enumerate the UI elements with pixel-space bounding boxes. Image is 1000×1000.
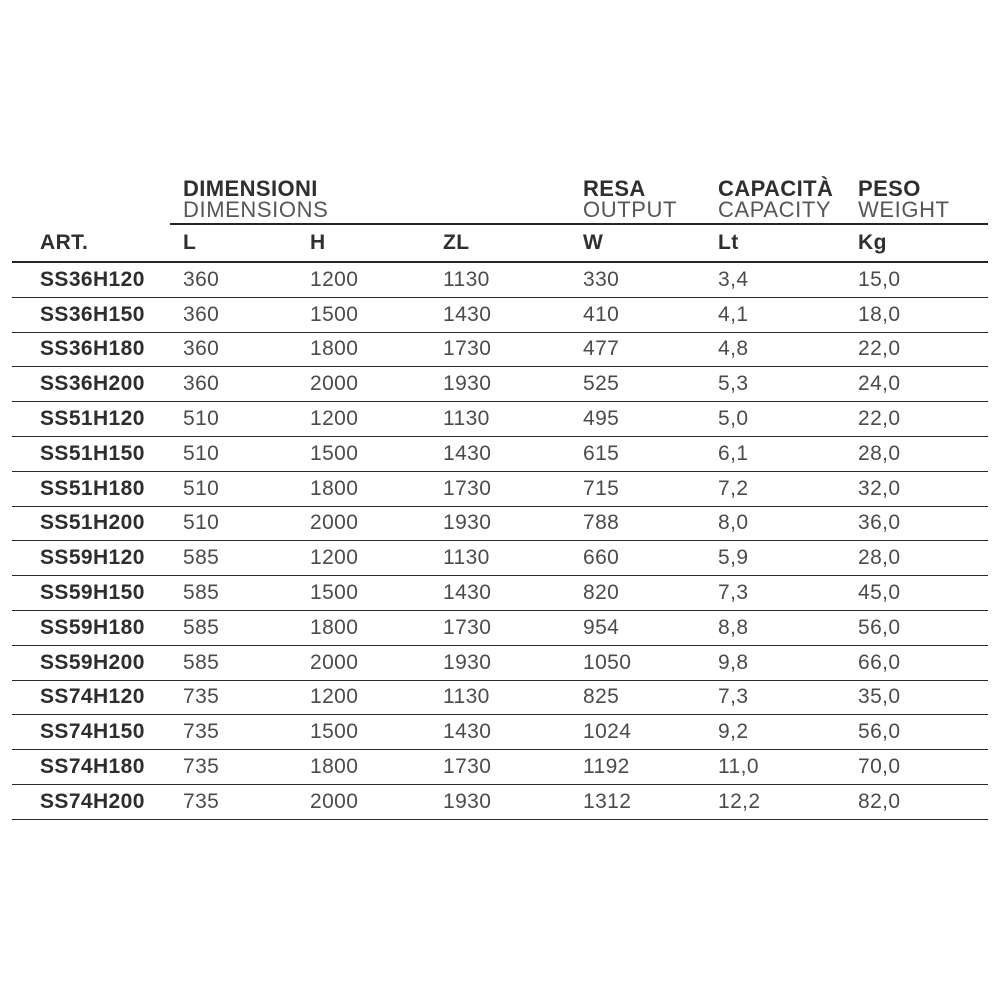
cell-art: SS51H150 [40, 441, 145, 465]
cell-w: 820 [583, 581, 620, 605]
cell-kg: 28,0 [858, 441, 901, 465]
cell-zl: 1930 [443, 650, 492, 674]
cell-w: 1050 [583, 650, 632, 674]
cell-h: 1500 [310, 302, 359, 326]
cell-l: 360 [183, 372, 220, 396]
cell-lt: 9,8 [718, 650, 749, 674]
cell-lt: 4,8 [718, 337, 749, 361]
cell-l: 510 [183, 511, 220, 535]
table-row [12, 715, 988, 750]
table-row [12, 333, 988, 368]
cell-art: SS59H180 [40, 615, 145, 639]
cell-lt: 5,9 [718, 546, 749, 570]
cell-l: 735 [183, 720, 220, 744]
cell-kg: 32,0 [858, 476, 901, 500]
cell-art: SS74H120 [40, 685, 145, 709]
cell-w: 330 [583, 267, 620, 291]
cell-h: 1800 [310, 755, 359, 779]
cell-w: 410 [583, 302, 620, 326]
cell-zl: 1430 [443, 302, 492, 326]
col-header-h: H [310, 231, 326, 254]
cell-w: 1312 [583, 789, 632, 813]
cell-w: 495 [583, 407, 620, 431]
cell-h: 2000 [310, 789, 359, 813]
cell-l: 585 [183, 581, 220, 605]
cell-lt: 3,4 [718, 267, 749, 291]
group-dimensions-en: DIMENSIONS [183, 197, 329, 222]
table-row [12, 611, 988, 646]
cell-kg: 56,0 [858, 615, 901, 639]
cell-kg: 66,0 [858, 650, 901, 674]
cell-zl: 1930 [443, 511, 492, 535]
col-header-w: W [583, 231, 604, 254]
cell-lt: 9,2 [718, 720, 749, 744]
group-capacity-en: CAPACITY [718, 197, 832, 222]
cell-lt: 7,3 [718, 685, 749, 709]
group-output-it: RESA [583, 176, 646, 201]
cell-lt: 12,2 [718, 789, 761, 813]
cell-kg: 22,0 [858, 407, 901, 431]
cell-l: 585 [183, 615, 220, 639]
group-capacity-it: CAPACITÀ [718, 176, 834, 201]
cell-w: 788 [583, 511, 620, 535]
cell-lt: 5,3 [718, 372, 749, 396]
cell-w: 1024 [583, 720, 632, 744]
cell-kg: 24,0 [858, 372, 901, 396]
cell-h: 1800 [310, 476, 359, 500]
cell-w: 954 [583, 615, 620, 639]
table-row [12, 750, 988, 785]
col-header-lt: Lt [718, 231, 739, 254]
cell-w: 525 [583, 372, 620, 396]
cell-lt: 8,0 [718, 511, 749, 535]
cell-zl: 1930 [443, 372, 492, 396]
cell-l: 510 [183, 407, 220, 431]
cell-h: 1500 [310, 581, 359, 605]
cell-kg: 18,0 [858, 302, 901, 326]
cell-h: 1800 [310, 615, 359, 639]
cell-zl: 1730 [443, 615, 492, 639]
group-weight-it: PESO [858, 176, 921, 201]
cell-zl: 1130 [443, 407, 490, 431]
cell-l: 735 [183, 789, 220, 813]
cell-art: SS59H200 [40, 650, 145, 674]
cell-kg: 36,0 [858, 511, 901, 535]
cell-zl: 1430 [443, 441, 492, 465]
col-header-art: ART. [40, 231, 89, 254]
cell-art: SS36H120 [40, 267, 145, 291]
group-dimensions-it: DIMENSIONI [183, 176, 318, 201]
cell-art: SS36H150 [40, 302, 145, 326]
cell-kg: 35,0 [858, 685, 901, 709]
cell-lt: 7,2 [718, 476, 749, 500]
spec-table [12, 172, 988, 820]
cell-lt: 6,1 [718, 441, 749, 465]
group-dimensions [183, 178, 583, 223]
cell-art: SS36H180 [40, 337, 145, 361]
table-row [12, 785, 988, 820]
cell-kg: 70,0 [858, 755, 901, 779]
cell-w: 715 [583, 476, 620, 500]
table-row [12, 437, 988, 472]
cell-h: 2000 [310, 511, 359, 535]
cell-lt: 11,0 [718, 755, 759, 779]
cell-kg: 56,0 [858, 720, 901, 744]
cell-h: 1500 [310, 720, 359, 744]
cell-kg: 28,0 [858, 546, 901, 570]
group-output [583, 178, 718, 223]
cell-zl: 1430 [443, 720, 492, 744]
table-row [12, 576, 988, 611]
cell-h: 1200 [310, 685, 359, 709]
cell-lt: 7,3 [718, 581, 749, 605]
table-row [12, 402, 988, 437]
cell-kg: 82,0 [858, 789, 901, 813]
cell-art: SS74H200 [40, 789, 145, 813]
cell-w: 615 [583, 441, 620, 465]
table-row [12, 263, 988, 298]
cell-zl: 1730 [443, 337, 492, 361]
group-capacity [718, 178, 858, 223]
col-header-l: L [183, 231, 197, 254]
group-spacer-art [12, 220, 183, 223]
cell-l: 360 [183, 267, 220, 291]
cell-h: 2000 [310, 650, 359, 674]
cell-zl: 1430 [443, 581, 492, 605]
table-row [12, 541, 988, 576]
cell-zl: 1130 [443, 685, 490, 709]
cell-art: SS36H200 [40, 372, 145, 396]
cell-kg: 15,0 [858, 267, 901, 291]
table-row [12, 681, 988, 716]
cell-l: 735 [183, 755, 220, 779]
cell-kg: 45,0 [858, 581, 901, 605]
cell-art: SS74H150 [40, 720, 145, 744]
table-row [12, 367, 988, 402]
cell-l: 360 [183, 337, 220, 361]
unit-header-row [12, 225, 988, 261]
cell-l: 360 [183, 302, 220, 326]
col-header-zl: ZL [443, 231, 470, 254]
cell-kg: 22,0 [858, 337, 901, 361]
cell-lt: 5,0 [718, 407, 749, 431]
cell-zl: 1130 [443, 267, 490, 291]
cell-w: 477 [583, 337, 620, 361]
group-output-en: OUTPUT [583, 197, 678, 222]
cell-art: SS74H180 [40, 755, 145, 779]
cell-l: 585 [183, 650, 220, 674]
group-weight [858, 178, 988, 223]
cell-h: 1500 [310, 441, 359, 465]
cell-h: 1200 [310, 267, 359, 291]
cell-l: 585 [183, 546, 220, 570]
cell-h: 1200 [310, 546, 359, 570]
table-body [12, 263, 988, 820]
cell-w: 660 [583, 546, 620, 570]
table-row [12, 507, 988, 542]
cell-w: 1192 [583, 755, 630, 779]
cell-art: SS51H120 [40, 407, 145, 431]
cell-l: 510 [183, 476, 220, 500]
cell-art: SS59H120 [40, 546, 145, 570]
cell-h: 2000 [310, 372, 359, 396]
cell-art: SS51H200 [40, 511, 145, 535]
cell-w: 825 [583, 685, 620, 709]
cell-lt: 4,1 [718, 302, 749, 326]
cell-zl: 1930 [443, 789, 492, 813]
cell-art: SS59H150 [40, 581, 145, 605]
cell-zl: 1730 [443, 755, 492, 779]
cell-h: 1200 [310, 407, 359, 431]
group-weight-en: WEIGHT [858, 197, 950, 222]
table-row [12, 472, 988, 507]
cell-art: SS51H180 [40, 476, 145, 500]
group-header-row [12, 172, 988, 223]
cell-l: 510 [183, 441, 220, 465]
col-header-kg: Kg [858, 231, 887, 254]
table-row [12, 298, 988, 333]
cell-h: 1800 [310, 337, 359, 361]
cell-lt: 8,8 [718, 615, 749, 639]
table-row [12, 646, 988, 681]
cell-zl: 1730 [443, 476, 492, 500]
cell-l: 735 [183, 685, 220, 709]
cell-zl: 1130 [443, 546, 490, 570]
